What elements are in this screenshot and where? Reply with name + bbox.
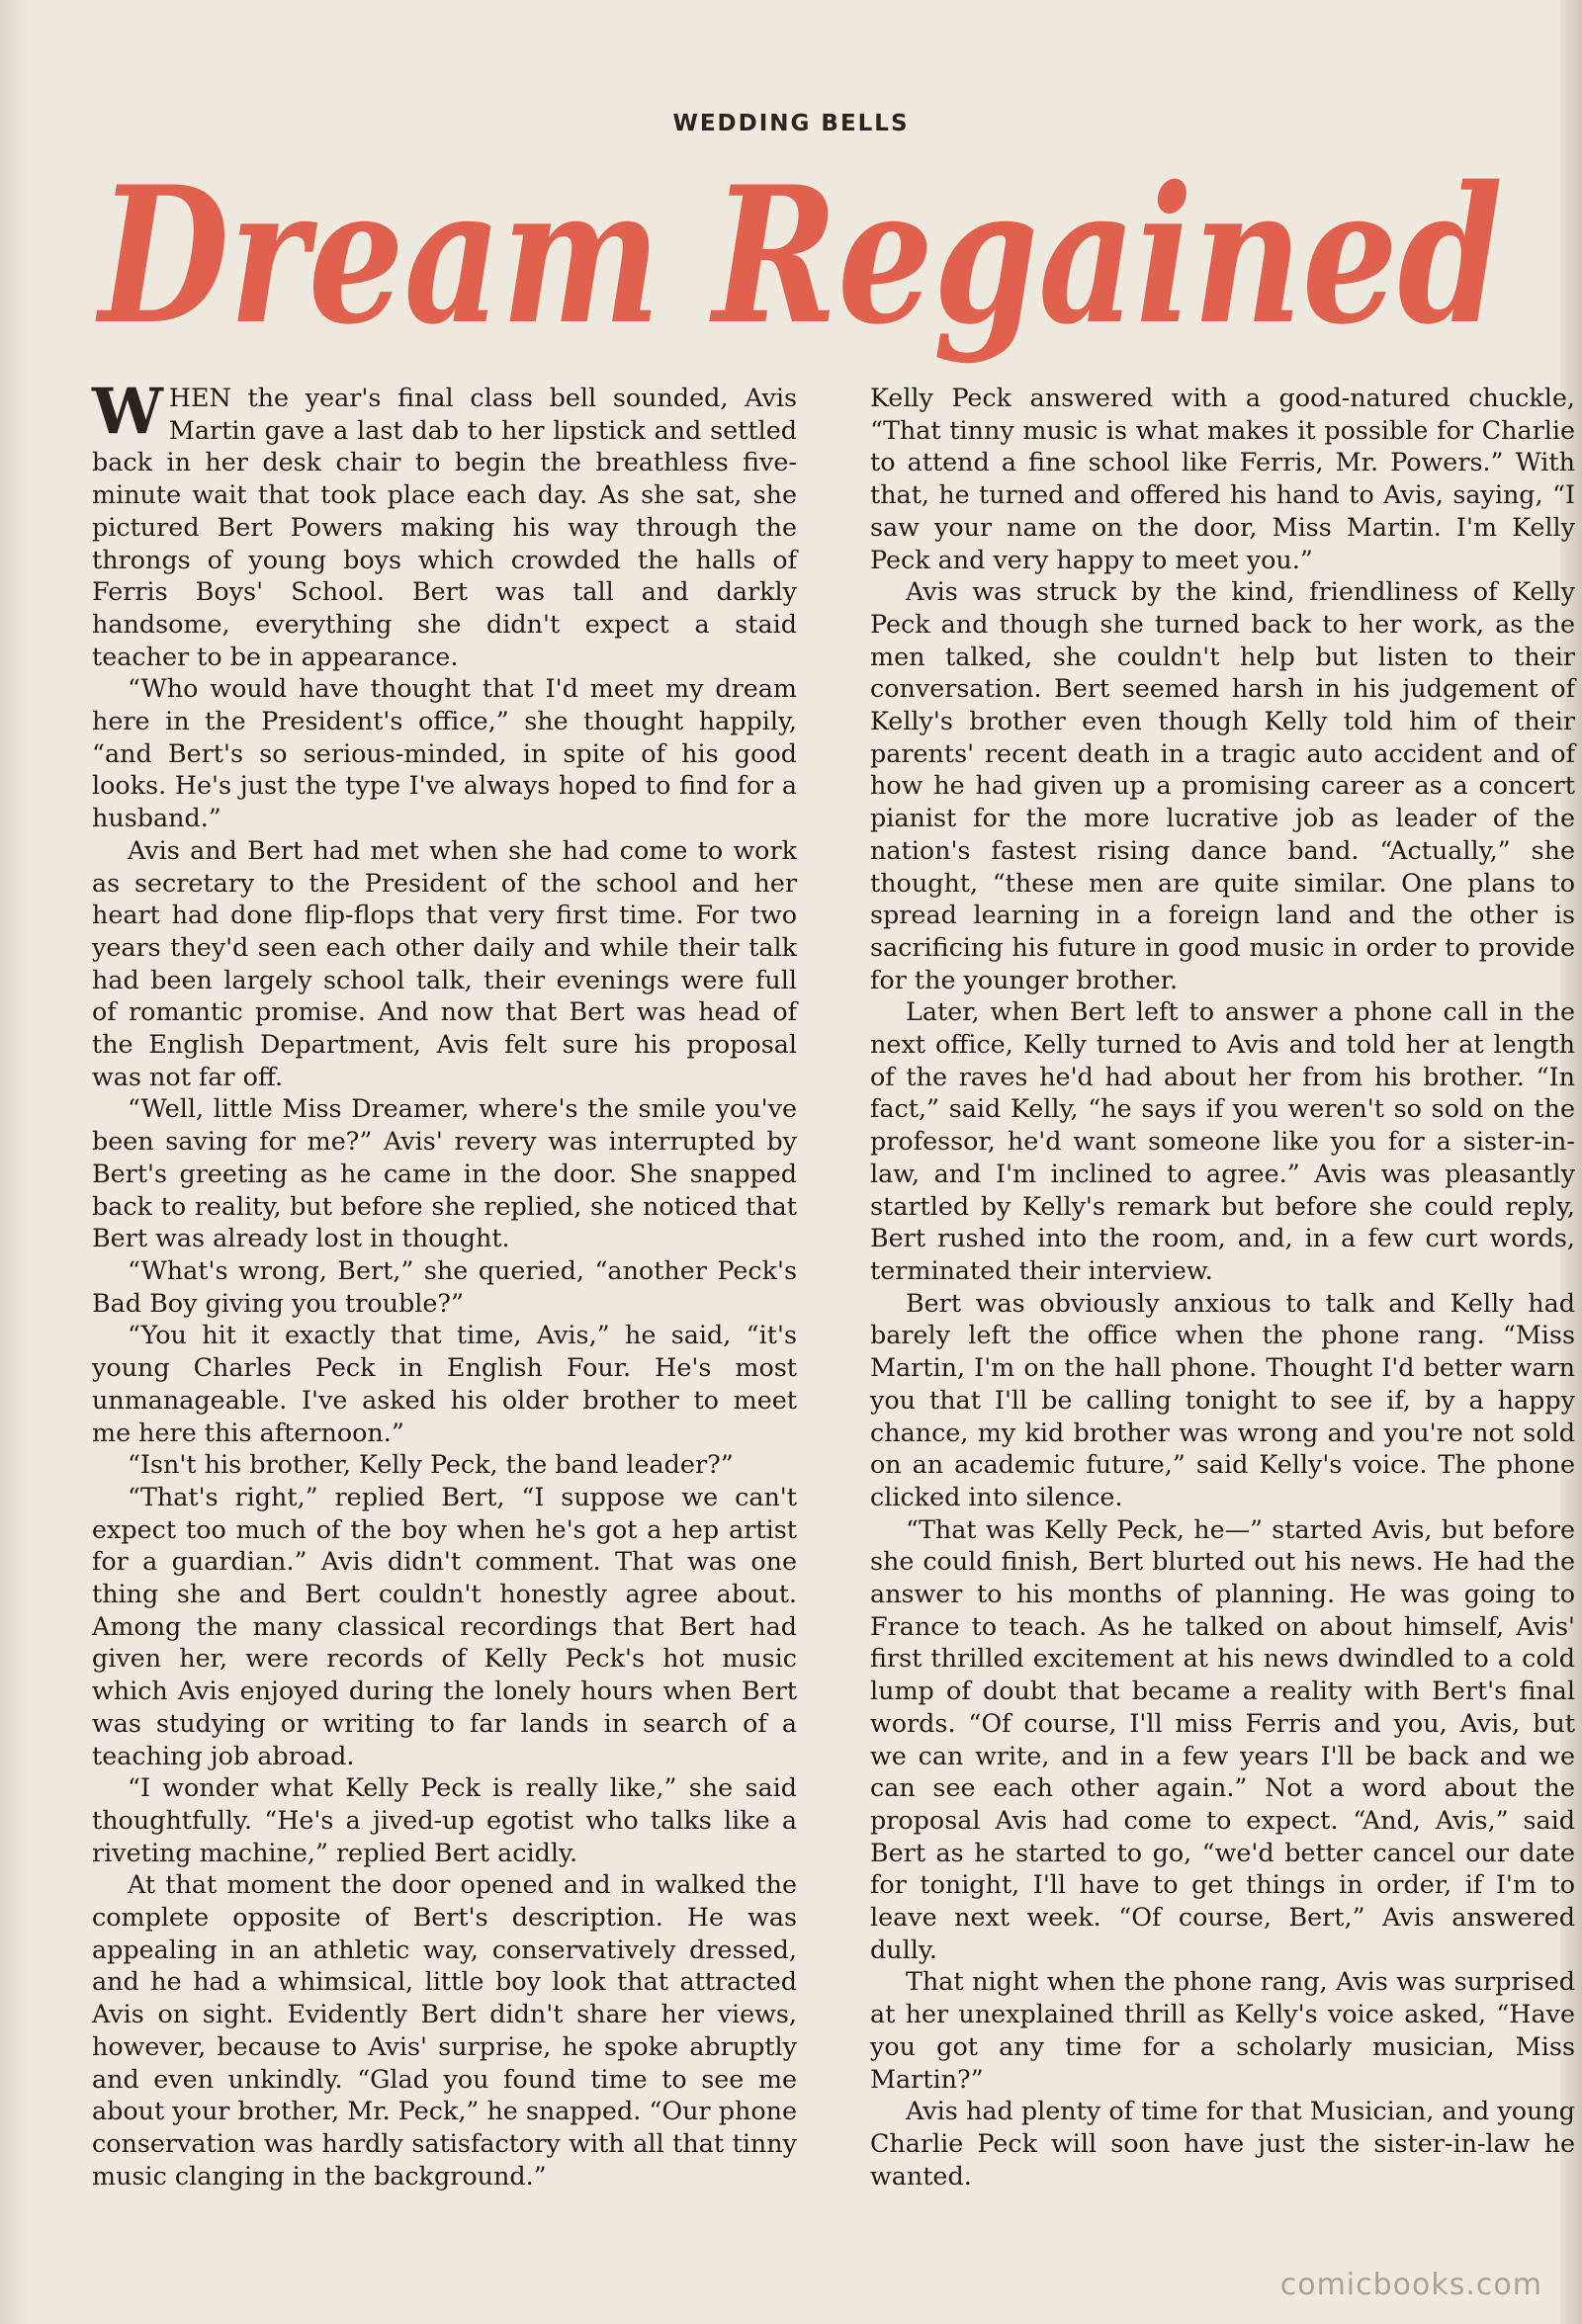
- story-paragraph: At that moment the door opened and in walked the complete opposite of Bert's description. He was appealing in an athletic way, conservatively dressed, and he had a whimsical, little boy look that attracted Avis on sight. Evidently Bert didn't share her views, however, because to Avis' surprise, he spoke abruptly and even unkindly. “Glad you found time to see me about your brother, Mr. Peck,” he snapped. “Our phone conservation was hardly satisfactory with all that tinny music clanging in the background.”: [92, 1869, 797, 2191]
- page-shadow: [0, 0, 30, 2324]
- story-paragraph: That night when the phone rang, Avis was surprised at her unexplained thrill as Kelly's voice asked, “Have you got any time for a scholarly musician, Miss Martin?”: [870, 1966, 1575, 2094]
- story-paragraph: Later, when Bert left to answer a phone call in the next office, Kelly turned to Avis and told her at length of the raves he'd had about her from his brother. “In fact,” said Kelly, “he says if you weren't so sold on the professor, he'd want someone like you for a sister-in-law, and I'm inclined to agree.” Avis was pleasantly startled by Kelly's remark but before she could reply, Bert rushed into the room, and, in a few curt words, terminated their interview.: [870, 996, 1575, 1285]
- site-watermark: comicbooks.com: [1279, 2268, 1542, 2302]
- story-paragraph: Avis had plenty of time for that Musician, and young Charlie Peck will soon have just the sister-in-law he wanted.: [870, 2096, 1575, 2191]
- story-paragraph: Bert was obviously anxious to talk and Kelly had barely left the office when the phone rang. “Miss Martin, I'm on the hall phone. Thought I'd better warn you that I'll be calling tonight to see if, by a happy chance, my kid brother was wrong and you're not sold on an academic future,” said Kelly's voice. The phone clicked into silence.: [870, 1287, 1575, 1511]
- story-paragraph: Avis and Bert had met when she had come to work as secretary to the President of the school and her heart had done flip-flops that very first time. For two years they'd seen each other daily and while their talk had been largely school talk, their evenings were full of romantic promise. And now that Bert was head of the English Department, Avis felt sure his proposal was not far off.: [92, 834, 797, 1091]
- story-paragraph: “That's right,” replied Bert, “I suppose we can't expect too much of the boy when he's got a hep artist for a guardian.” Avis didn't comment. That was one thing she and Bert couldn't honestly agree about. Among the many classical recordings that Bert had given her, were records of Kelly Peck's hot music which Avis enjoyed during the lonely hours when Bert was studying or writing to far lands in search of a teaching job abroad.: [92, 1481, 797, 1770]
- story-column-right: [870, 382, 1575, 2192]
- drop-cap: W: [92, 375, 163, 449]
- story-paragraph: “You hit it exactly that time, Avis,” he said, “it's young Charles Peck in English Four. He's most unmanageable. I've asked his older brother to meet me here this afternoon.”: [92, 1320, 797, 1447]
- story-paragraph: “I wonder what Kelly Peck is really like,” she said thoughtfully. “He's a jived-up egotist who talks like a riveting machine,” replied Bert acidly.: [92, 1772, 797, 1867]
- story-paragraph: “Isn't his brother, Kelly Peck, the band leader?”: [128, 1449, 734, 1480]
- story-title: [89, 148, 1513, 376]
- section-header: WEDDING BELLS: [672, 111, 910, 136]
- story-paragraph: Kelly Peck answered with a good-natured chuckle, “That tinny music is what makes it possible for Charlie to attend a fine school like Ferris, Mr. Powers.” With that, he turned and offered his hand to Avis, saying, “I saw your name on the door, Miss Martin. I'm Kelly Peck and very happy to meet you.”: [870, 383, 1575, 574]
- story-paragraph: “Who would have thought that I'd meet my dream here in the President's office,” she thought happily, “and Bert's so serious-minded, in spite of his good looks. He's just the type I've always hoped to find for a husband.”: [92, 673, 797, 833]
- story-paragraph: “Well, little Miss Dreamer, where's the smile you've been saving for me?” Avis' revery was interrupted by Bert's greeting as he came in the door. She snapped back to reality, but before she replied, she noticed that Bert was already lost in thought.: [92, 1093, 797, 1253]
- story-paragraph: “That was Kelly Peck, he—” started Avis, but before she could finish, Bert blurted out his news. He had the answer to his months of planning. He was going to France to teach. As he talked on about himself, Avis' first thrilled excitement at his news dwindled to a cold lump of doubt that became a reality with Bert's final words. “Of course, I'll miss Ferris and you, Avis, but we can write, and in a few years I'll be back and we can see each other again.” Not a word about the proposal Avis had come to expect. “And, Avis,” said Bert as he started to go, “we'd better cancel our date for tonight, I'll have to get things in order, if I'm to leave next week. “Of course, Bert,” Avis answered dully.: [870, 1513, 1575, 1964]
- story-title-text: Dream Regained: [94, 148, 1504, 366]
- story-paragraph: Avis was struck by the kind, friendliness of Kelly Peck and though she turned back to her work, as the men talked, she couldn't help but listen to their conversation. Bert seemed harsh in his judgement of Kelly's brother even though Kelly told him of their parents' recent death in a tragic auto accident and of how he had given up a promising career as a concert pianist for the more lucrative job as leader of the nation's fastest rising dance band. “Actually,” she thought, “these men are quite similar. One plans to spread learning in a foreign land and the other is sacrificing his future in good music in order to provide for the younger brother.: [870, 576, 1575, 994]
- story-paragraph: WHEN the year's final class bell sounded, Avis Martin gave a last dab to her lipstick and settled back in her desk chair to begin the breathless five-minute wait that took place each day. As she sat, she pictured Bert Powers making his way through the throngs of young boys which crowded the halls of Ferris Boys' School. Bert was tall and darkly handsome, everything she didn't expect a staid teacher to be in appearance.: [92, 375, 797, 671]
- story-paragraph: “What's wrong, Bert,” she queried, “another Peck's Bad Boy giving you trouble?”: [92, 1254, 797, 1318]
- story-column-left: [92, 375, 797, 2192]
